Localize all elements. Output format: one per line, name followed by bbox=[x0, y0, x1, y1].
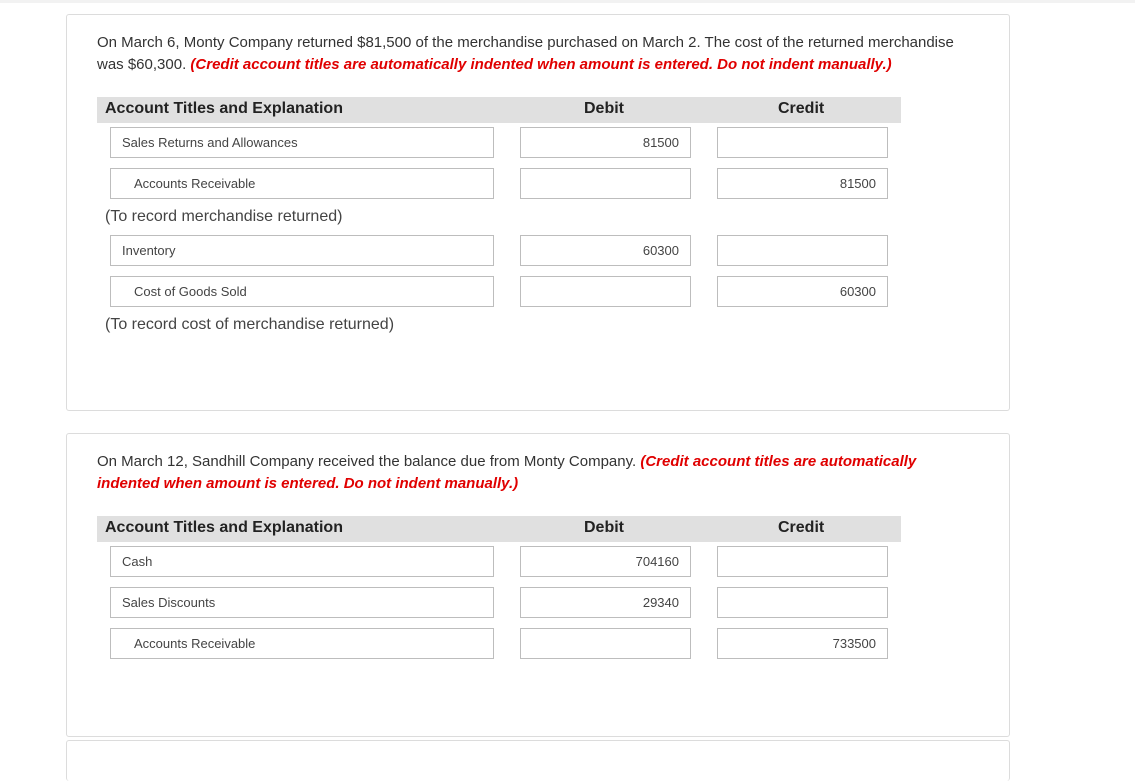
question-text-1 bbox=[97, 32, 977, 76]
credit-field[interactable] bbox=[717, 546, 888, 577]
debit-field[interactable] bbox=[520, 276, 691, 307]
question-text-2 bbox=[97, 451, 977, 495]
account-field[interactable]: Cash bbox=[110, 546, 494, 577]
credit-field[interactable]: 60300 bbox=[717, 276, 888, 307]
journal-table-header-1 bbox=[97, 97, 901, 123]
debit-field[interactable] bbox=[520, 628, 691, 659]
account-field[interactable]: Sales Discounts bbox=[110, 587, 494, 618]
credit-field[interactable] bbox=[717, 235, 888, 266]
header-account-titles: Account Titles and Explanation bbox=[105, 519, 343, 536]
debit-field[interactable]: 29340 bbox=[520, 587, 691, 618]
credit-field[interactable] bbox=[717, 127, 888, 158]
account-field[interactable]: Accounts Receivable bbox=[110, 628, 494, 659]
entry-explanation: (To record merchandise returned) bbox=[105, 208, 343, 225]
top-bar bbox=[0, 0, 1135, 3]
account-field[interactable]: Cost of Goods Sold bbox=[110, 276, 494, 307]
question-statement-2: On March 12, Sandhill Company received the balance due from Monty Company. bbox=[97, 453, 637, 470]
debit-field[interactable]: 704160 bbox=[520, 546, 691, 577]
debit-field[interactable]: 60300 bbox=[520, 235, 691, 266]
debit-field[interactable]: 81500 bbox=[520, 127, 691, 158]
header-debit: Debit bbox=[584, 100, 624, 117]
question-statement-1: On March 6, Monty Company returned $81,500 of the merchandise purchased on March 2. The cost of the returned merchandise was $60,300. bbox=[97, 34, 954, 73]
credit-field[interactable]: 81500 bbox=[717, 168, 888, 199]
question-panel-3 bbox=[66, 740, 1010, 781]
header-debit: Debit bbox=[584, 519, 624, 536]
question-instruction-1: (Credit account titles are automatically indented when amount is entered. Do not indent manually.) bbox=[190, 56, 892, 73]
entry-explanation: (To record cost of merchandise returned) bbox=[105, 316, 395, 333]
account-field[interactable]: Accounts Receivable bbox=[110, 168, 494, 199]
credit-field[interactable]: 733500 bbox=[717, 628, 888, 659]
account-field[interactable]: Inventory bbox=[110, 235, 494, 266]
question-panel-1 bbox=[66, 14, 1010, 411]
credit-field[interactable] bbox=[717, 587, 888, 618]
question-instruction-2: (Credit account titles are automatically indented when amount is entered. Do not indent manually.) bbox=[97, 453, 917, 492]
account-field[interactable]: Sales Returns and Allowances bbox=[110, 127, 494, 158]
question-panel-2 bbox=[66, 433, 1010, 737]
debit-field[interactable] bbox=[520, 168, 691, 199]
header-credit: Credit bbox=[778, 100, 825, 117]
header-account-titles: Account Titles and Explanation bbox=[105, 100, 343, 117]
header-credit: Credit bbox=[778, 519, 825, 536]
journal-table-header-2 bbox=[97, 516, 901, 542]
